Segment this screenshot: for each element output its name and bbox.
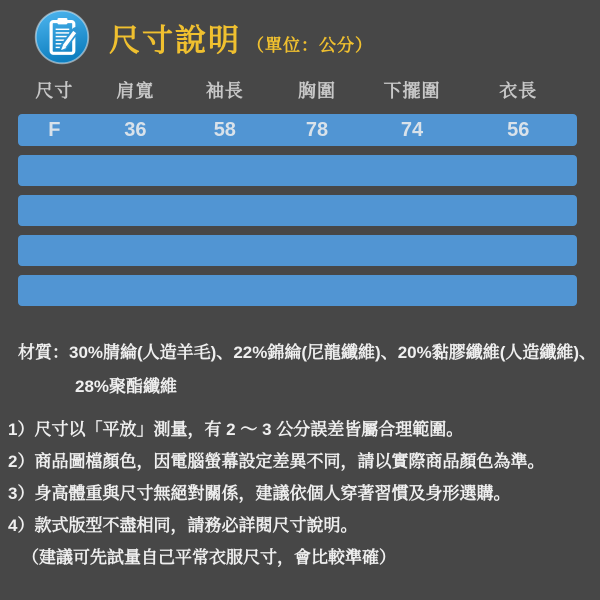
note-3: 3）身高體重與尺寸無絕對關係，建議依個人穿著習慣及身形選購。 (8, 484, 511, 503)
purchase-notes (8, 414, 544, 574)
cell-length: 56 (507, 119, 530, 141)
note-1: 1）尺寸以「平放」測量，有 2 ～ 3 公分誤差皆屬合理範圍。 (8, 420, 464, 439)
unit-label: （單位：公分） (247, 35, 373, 55)
col-header-chest: 胸圍 (298, 81, 337, 101)
note-4-suggestion: （建議可先試量自己平常衣服尺寸，會比較準確） (22, 548, 396, 567)
note-4: 4）款式版型不盡相同，請務必詳閱尺寸說明。 (8, 516, 358, 535)
note-2: 2）商品圖檔顏色，因電腦螢幕設定差異不同，請以實際商品顏色為準。 (8, 452, 545, 471)
table-header-row (18, 78, 577, 104)
material-info (18, 336, 596, 404)
empty-row-bar (18, 275, 577, 306)
col-header-size: 尺寸 (35, 81, 74, 101)
col-header-sleeve: 袖長 (205, 81, 244, 101)
material-line-2: 28%聚酯纖維 (75, 377, 178, 396)
empty-row-bar (18, 195, 577, 226)
cell-hem: 74 (400, 119, 424, 141)
col-header-hem: 下擺圍 (383, 81, 441, 101)
cell-sleeve: 58 (213, 119, 236, 141)
col-header-length: 衣長 (499, 81, 538, 101)
cell-chest: 78 (305, 119, 329, 141)
cell-shoulder: 36 (124, 119, 147, 141)
empty-row-bar (18, 235, 577, 266)
clipboard-pencil-icon (33, 8, 91, 66)
col-header-shoulder: 肩寬 (116, 81, 155, 101)
page-title: 尺寸說明 (109, 22, 241, 58)
cell-size: F (48, 119, 61, 141)
header (33, 0, 373, 74)
title-group (109, 15, 373, 60)
material-line-1: 材質：30%腈綸(人造羊毛)、22%錦綸(尼龍纖維)、20%黏膠纖維(人造纖維)、 (18, 343, 597, 362)
empty-row-bar (18, 155, 577, 186)
size-table (18, 78, 577, 315)
table-row (18, 114, 577, 146)
